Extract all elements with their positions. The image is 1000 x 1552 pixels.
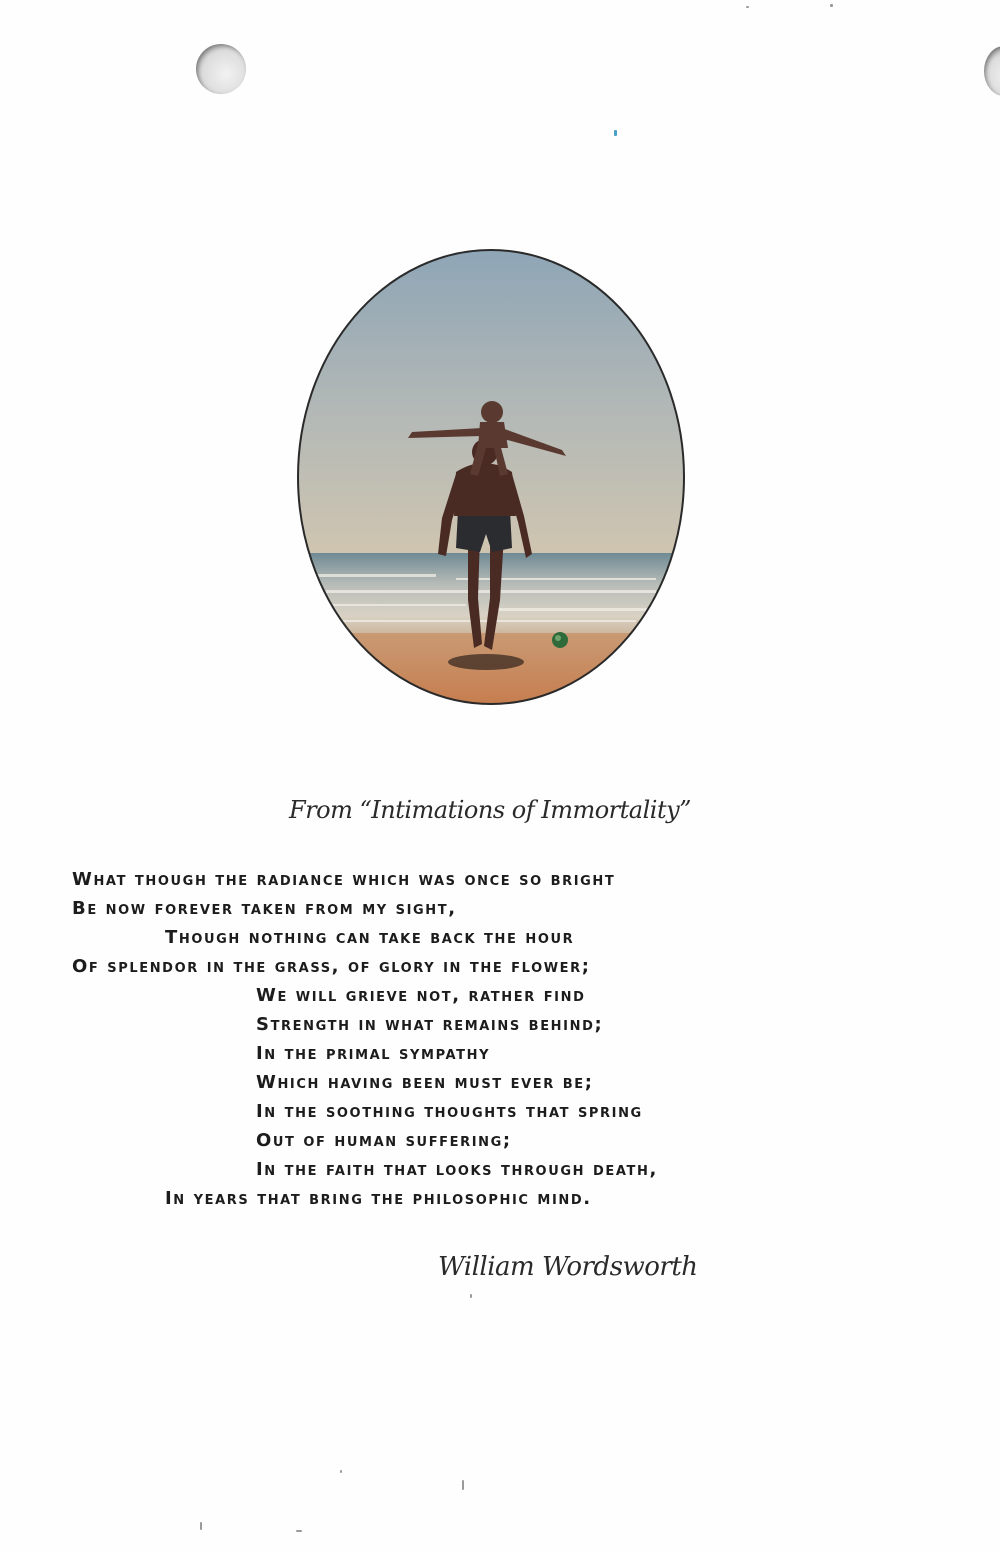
poem-line: Out of human suffering; [256,1130,512,1151]
poem-line: In the faith that looks through death, [256,1159,658,1180]
paper-speck [830,4,833,7]
poem-line: Of splendor in the grass, of glory in the flower; [72,956,591,977]
paper-speck [746,6,749,8]
paper-speck [462,1480,464,1490]
beach-silhouette-photo [296,248,686,706]
paper-speck [470,1294,472,1298]
poem-line: In the soothing thoughts that spring [256,1101,643,1122]
paper-speck [296,1530,302,1532]
punch-hole-left [196,44,246,94]
punch-hole-right [984,46,1000,96]
poem-line: What though the radiance which was once so bright [72,869,616,890]
poem-line: Though nothing can take back the hour [165,927,575,948]
oval-photo [296,248,686,706]
paper-speck [200,1522,202,1530]
poem-line: In years that bring the philosophic mind. [165,1188,592,1209]
poem-line: Which having been must ever be; [256,1072,594,1093]
poem-line: We will grieve not, rather find [256,985,586,1006]
ink-speck [614,130,617,136]
poem-title: From “Intimations of Immortality” [289,796,691,824]
poem-line: In the primal sympathy [256,1043,491,1064]
poem-line: Strength in what remains behind; [256,1014,604,1035]
author-signature: William Wordsworth [438,1252,698,1282]
poem-line: Be now forever taken from my sight, [72,898,457,919]
paper-speck [340,1470,342,1473]
